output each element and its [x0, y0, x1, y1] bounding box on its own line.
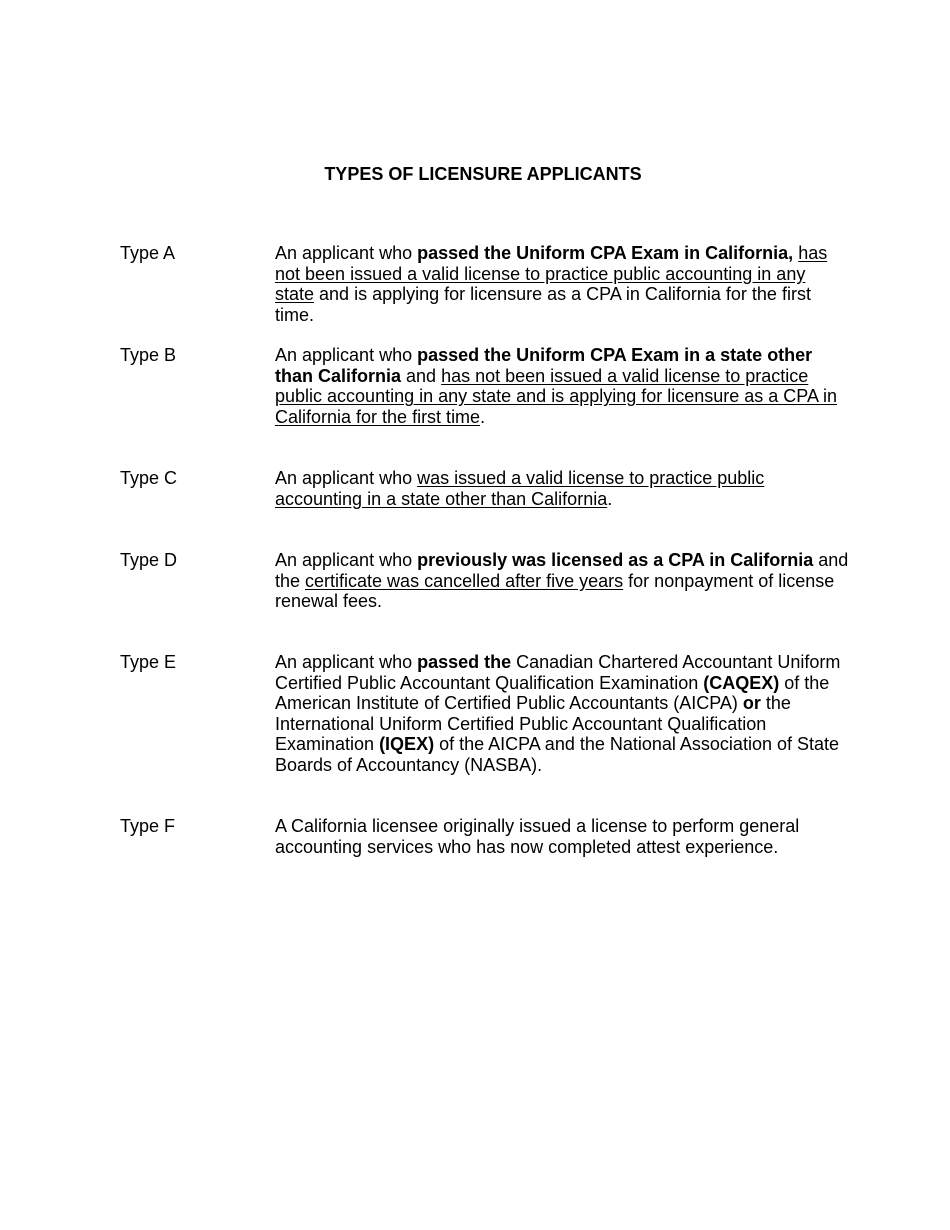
type-description	[275, 816, 810, 857]
text-segment: of the AICPA and the National Association of State Boards of Accountancy (NASBA).	[275, 734, 840, 775]
bold-text: or	[742, 693, 761, 714]
underlined-text: has not been issued a valid license to practice public accounting in any state	[275, 243, 828, 305]
text-segment: and is applying for licensure as a CPA in California for the first time.	[275, 284, 811, 325]
bold-text: (IQEX)	[379, 734, 435, 755]
text-segment: .	[480, 406, 486, 427]
bold-text: previously was licensed as a CPA in California	[417, 550, 814, 570]
text-segment: and	[401, 365, 442, 386]
bold-text: passed the Uniform CPA Exam in a state other than California	[275, 345, 813, 386]
text-segment: the International Uniform Certified Public Accountant Qualification Examination	[275, 693, 791, 755]
text-segment: An applicant who	[275, 468, 418, 488]
type-label: Type A	[120, 243, 176, 263]
text-segment: of the American Institute of Certified Public Accountants (AICPA)	[275, 672, 830, 714]
type-description	[275, 550, 850, 612]
bold-text: (CAQEX)	[703, 672, 780, 693]
text-segment: An applicant who	[275, 243, 418, 263]
underlined-text: was issued a valid license to practice public accounting in a state other than California	[275, 468, 765, 509]
type-description	[275, 243, 847, 325]
type-label: Type F	[120, 816, 176, 836]
type-description	[275, 468, 775, 509]
text-segment: Canadian Chartered Accountant Uniform Certified Public Accountant Qualification Examination	[275, 652, 841, 693]
type-description	[275, 345, 840, 427]
bold-text: passed the	[417, 652, 512, 672]
page-title: TYPES OF LICENSURE APPLICANTS	[324, 164, 642, 184]
type-label: Type D	[120, 550, 178, 570]
text-segment: An applicant who	[275, 345, 418, 365]
text-segment: An applicant who	[275, 652, 418, 672]
type-description	[275, 652, 845, 776]
underlined-text: has not been issued a valid license to practice public accounting in any state and is applying for licensure as a CPA in California for the first time	[275, 365, 837, 427]
text-segment: for nonpayment of license renewal fees.	[275, 570, 835, 612]
text-segment: A California licensee originally issued a license to perform general accounting services who has now completed attest experience.	[275, 816, 800, 857]
text-segment: An applicant who	[275, 550, 418, 570]
bold-text: passed the Uniform CPA Exam in California,	[417, 243, 794, 263]
type-label: Type C	[120, 468, 178, 488]
text-segment: and the	[275, 550, 849, 591]
type-label: Type E	[120, 652, 177, 672]
underlined-text: certificate was cancelled after five years	[305, 570, 624, 591]
text-segment: .	[607, 488, 613, 509]
type-label: Type B	[120, 345, 177, 365]
